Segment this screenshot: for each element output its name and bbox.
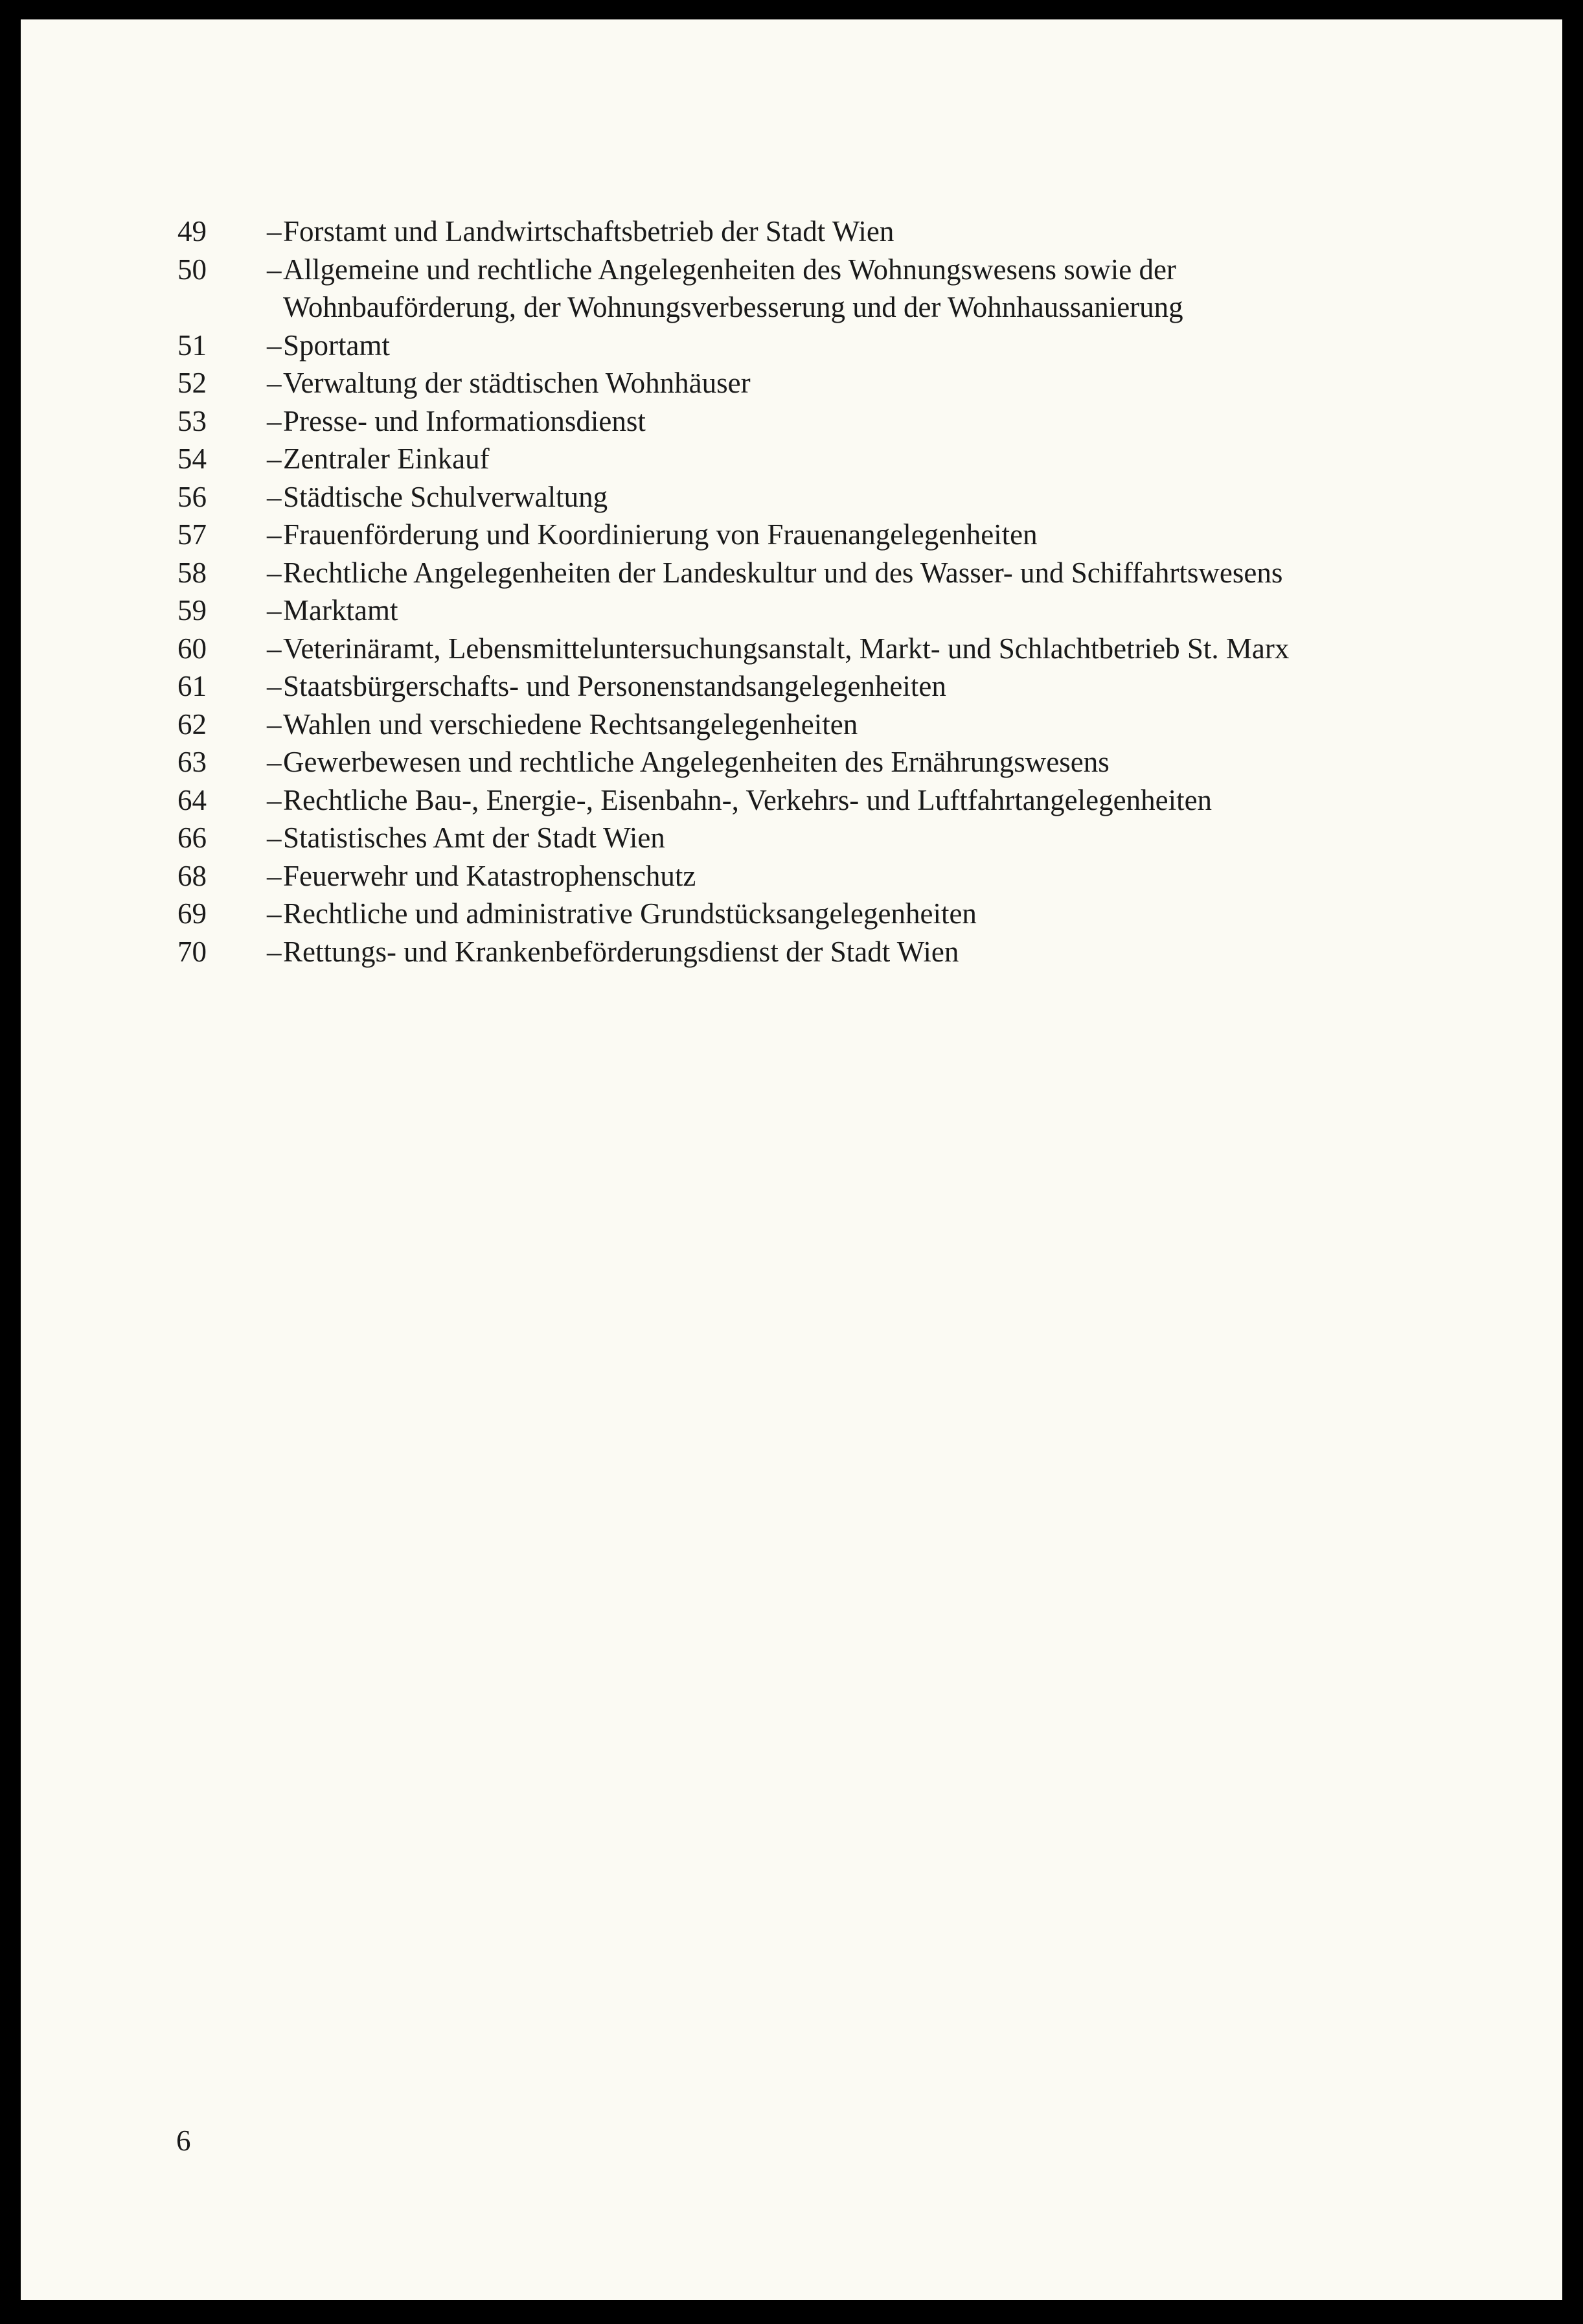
entry-number: 61: [177, 670, 207, 702]
entry-text: Feuerwehr und Katastrophenschutz: [283, 859, 696, 892]
entry-number: 53: [177, 404, 207, 437]
list-entry: [21, 402, 1562, 441]
entry-dash: –: [267, 404, 282, 437]
entry-text: Staatsbürgerschafts- und Personenstandsangelegenheiten: [283, 670, 946, 702]
list-entry: [21, 667, 1562, 706]
entry-dash: –: [267, 670, 282, 702]
entry-text: Verwaltung der städtischen Wohnhäuser: [283, 367, 751, 399]
list-entry: [21, 592, 1562, 630]
entry-text: Statistisches Amt der Stadt Wien: [283, 822, 665, 854]
entry-text: Gewerbewesen und rechtliche Angelegenheiten des Ernährungswesens: [283, 746, 1110, 778]
entry-number: 68: [177, 859, 207, 892]
entry-number: 58: [177, 556, 207, 589]
entry-number: 57: [177, 518, 207, 551]
entry-number: 59: [177, 594, 207, 627]
entry-number: 54: [177, 443, 207, 475]
page-number: 6: [176, 2124, 191, 2157]
department-list: [21, 213, 1562, 971]
entry-dash: –: [267, 480, 282, 513]
list-entry: [21, 933, 1562, 971]
entry-dash: –: [267, 443, 282, 475]
entry-dash: –: [267, 783, 282, 816]
entry-dash: –: [267, 708, 282, 741]
entry-number: 62: [177, 708, 207, 741]
entry-dash: –: [267, 253, 282, 286]
entry-dash: –: [267, 367, 282, 399]
entry-dash: –: [267, 594, 282, 627]
list-entry: [21, 364, 1562, 402]
list-entry: [21, 706, 1562, 744]
entry-dash: –: [267, 556, 282, 589]
entry-dash: –: [267, 518, 282, 551]
entry-number: 60: [177, 632, 207, 665]
entry-text: Rechtliche und administrative Grundstücksangelegenheiten: [283, 897, 977, 930]
entry-text: Rechtliche Angelegenheiten der Landeskultur und des Wasser- und Schiffahrtswesens: [283, 556, 1283, 589]
entry-dash: –: [267, 897, 282, 930]
list-entry: [21, 327, 1562, 365]
entry-text: Forstamt und Landwirtschaftsbetrieb der Stadt Wien: [283, 215, 894, 247]
list-entry: [21, 819, 1562, 857]
entry-text: Presse- und Informationsdienst: [283, 404, 646, 437]
entry-number: 70: [177, 935, 207, 968]
entry-text: Allgemeine und rechtliche Angelegenheiten des Wohnungswesens sowie der Wohnbauförderung, der Wohnungsverbesserung und der Wohnhaussanierung: [283, 253, 1183, 323]
list-entry: [21, 516, 1562, 554]
entry-dash: –: [267, 215, 282, 247]
entry-number: 69: [177, 897, 207, 930]
entry-number: 64: [177, 783, 207, 816]
entry-text: Wahlen und verschiedene Rechtsangelegenheiten: [283, 708, 858, 741]
entry-text: Veterinäramt, Lebensmitteluntersuchungsanstalt, Markt- und Schlachtbetrieb St. Marx: [283, 632, 1290, 665]
entry-dash: –: [267, 935, 282, 968]
entry-text: Sportamt: [283, 328, 390, 362]
entry-text: Rettungs- und Krankenbeförderungsdienst der Stadt Wien: [283, 935, 959, 968]
entry-number: 63: [177, 746, 207, 778]
list-entry: [21, 743, 1562, 781]
entry-number: 52: [177, 367, 207, 399]
list-entry: [21, 630, 1562, 668]
document-page: [21, 19, 1562, 2300]
entry-number: 49: [177, 215, 207, 247]
entry-number: 56: [177, 480, 207, 513]
list-entry: [21, 478, 1562, 516]
entry-dash: –: [267, 746, 282, 778]
entry-number: 66: [177, 822, 207, 854]
list-entry: [21, 857, 1562, 895]
entry-dash: –: [267, 822, 282, 854]
entry-dash: –: [267, 632, 282, 665]
entry-number: 51: [177, 328, 207, 362]
entry-number: 50: [177, 253, 207, 286]
list-entry: [21, 781, 1562, 820]
entry-text: Rechtliche Bau-, Energie-, Eisenbahn-, Verkehrs- und Luftfahrtangelegenheiten: [283, 783, 1213, 816]
list-entry: [21, 554, 1562, 592]
entry-text: Städtische Schulverwaltung: [283, 480, 608, 513]
list-entry: [21, 251, 1562, 327]
list-entry: [21, 440, 1562, 478]
entry-dash: –: [267, 859, 282, 892]
entry-text: Frauenförderung und Koordinierung von Frauenangelegenheiten: [283, 518, 1038, 551]
entry-text: Zentraler Einkauf: [283, 443, 490, 475]
list-entry: [21, 895, 1562, 933]
entry-dash: –: [267, 328, 282, 362]
list-entry: [21, 213, 1562, 251]
entry-text: Marktamt: [283, 594, 398, 627]
